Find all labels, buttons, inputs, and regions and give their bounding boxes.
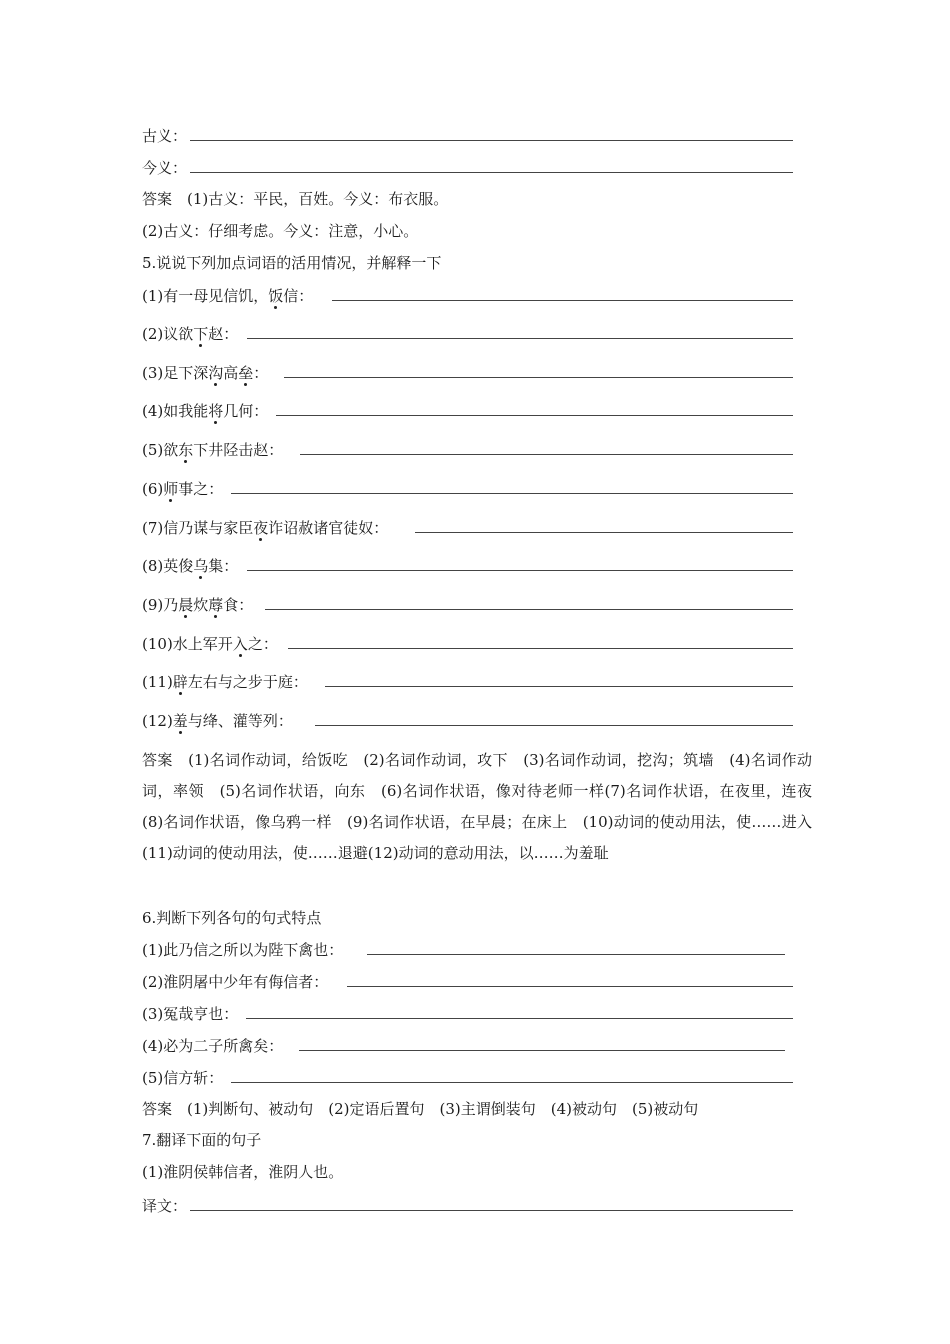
q6-item-2 [142, 971, 328, 993]
item-text: (3)冤哉亨也： [142, 1005, 239, 1023]
answer-blank[interactable] [288, 648, 793, 649]
answer-blank[interactable] [415, 532, 793, 533]
item-text-pre: (9)乃 [142, 596, 179, 614]
answer-blank[interactable] [231, 493, 793, 494]
item-text-post: 炊 [193, 596, 209, 614]
item-text-post: 几何： [223, 402, 269, 420]
item-text-pre: (6) [142, 480, 164, 498]
q5-item-5 [142, 439, 283, 461]
item-text-post: 左右与之步于庭： [187, 673, 308, 691]
q5-item-6 [142, 478, 223, 500]
item-text-post: 事之： [178, 480, 224, 498]
dotted-word: 东 [178, 441, 194, 459]
item-text-post: 与绛、灌等列： [187, 712, 293, 730]
q5-item-11 [142, 671, 308, 693]
answer-blank[interactable] [325, 686, 793, 687]
q5-item-7 [142, 517, 388, 539]
dotted-word: 下 [193, 325, 209, 343]
item-text-pre: (12) [142, 712, 173, 730]
item-text-post: 诈诏赦诸官徒奴： [268, 519, 389, 537]
answer-blank[interactable] [284, 377, 793, 378]
dotted-word: 晨 [178, 596, 194, 614]
answer-blank[interactable] [190, 140, 793, 141]
item-text-post: 之： [247, 635, 278, 653]
item-text-post: 赵： [208, 325, 239, 343]
item-text: (4)必为二子所禽矣： [142, 1037, 284, 1055]
dotted-word: 辟 [172, 673, 188, 691]
q5-title: 5.说说下列加点词语的活用情况，并解释一下 [142, 254, 442, 272]
q5-item-1 [142, 285, 313, 307]
dotted-word: 入 [232, 635, 248, 653]
q5-item-10 [142, 633, 278, 655]
q5-answer: 答案 (1)名词作动词，给饭吃 (2)名词作动词，攻下 (3)名词作动词，挖沟；筑墙 (4)名词作动词，率领 (5)名词作状语，向东 (6)名词作状语，像对待老师一样(7)名词作状语，在夜里，连夜 (8)名词作状语，像乌鸦一样 (9)名词作状语，在早晨；在床上 (10)动词的使动用法，使……进入 (11)动词的使动用法，使……退避(12)动词的意动用法，以……为羞耻 [142, 751, 828, 862]
q6-item-1 [142, 939, 343, 961]
gu-yi-line [142, 125, 187, 147]
q5-item-3 [142, 362, 268, 384]
jin-yi-line [142, 157, 187, 179]
answer-blank[interactable] [299, 1050, 785, 1051]
q6-item-3 [142, 1003, 238, 1025]
translation-label: 译文： [142, 1197, 188, 1215]
q7-sentence: (1)淮阴侯韩信者，淮阴人也。 [142, 1163, 344, 1181]
item-text-pre: (7)信乃谋与家臣 [142, 519, 254, 537]
q6-item-4 [142, 1035, 283, 1057]
item-text-post: 食： [223, 596, 254, 614]
answer-blank[interactable] [367, 954, 785, 955]
translation-line [142, 1195, 187, 1217]
dotted-word: 将 [208, 402, 224, 420]
item-text-post: 信： [283, 287, 314, 305]
answer-blank[interactable] [247, 570, 793, 571]
q5-item-9 [142, 594, 253, 616]
q5-item-2 [142, 323, 238, 345]
answer-blank[interactable] [265, 609, 793, 610]
q6-item-5 [142, 1067, 223, 1089]
q5-item-4 [142, 400, 268, 422]
q7-title: 7.翻译下面的句子 [142, 1131, 262, 1149]
answer-blank[interactable] [276, 415, 793, 416]
q6-title: 6.判断下列各句的句式特点 [142, 909, 322, 927]
q5-item-12 [142, 710, 293, 732]
dotted-word: 垒 [238, 364, 254, 382]
dotted-word: 羞 [172, 712, 188, 730]
q6-answer: 答案 (1)判断句、被动句 (2)定语后置句 (3)主谓倒装句 (4)被动句 (5)被动句 [142, 1100, 699, 1118]
item-text: (2)淮阴屠中少年有侮信者： [142, 973, 329, 991]
answer-blank[interactable] [190, 1210, 793, 1211]
item-text-post: 下井陉击赵： [193, 441, 284, 459]
answer-blank[interactable] [231, 1082, 793, 1083]
dotted-word: 夜 [253, 519, 269, 537]
q5-item-8 [142, 555, 238, 577]
item-text-pre: (1)有一母见信饥， [142, 287, 269, 305]
answer-blank[interactable] [332, 300, 793, 301]
answer-blank[interactable] [246, 1018, 793, 1019]
item-text-post: ： [253, 364, 269, 382]
item-text-post: 集： [208, 557, 239, 575]
answer-blank[interactable] [347, 986, 793, 987]
item-text-pre: (5)欲 [142, 441, 179, 459]
answer-blank[interactable] [315, 725, 793, 726]
dotted-word: 饭 [268, 287, 284, 305]
item-text-pre: (4)如我能 [142, 402, 209, 420]
q4-answer-1: 答案 (1)古义：平民，百姓。今义：布衣服。 [142, 190, 449, 208]
answer-blank[interactable] [190, 172, 793, 173]
item-text-pre: (2)议欲 [142, 325, 194, 343]
dotted-word: 乌 [193, 557, 209, 575]
item-text-pre: (3)足下深 [142, 364, 209, 382]
jin-yi-label: 今义： [142, 159, 188, 177]
dotted-word: 蓐 [208, 596, 224, 614]
q4-answer-2: (2)古义：仔细考虑。今义：注意，小心。 [142, 222, 419, 240]
item-text: (1)此乃信之所以为陛下禽也： [142, 941, 344, 959]
item-text-pre: (8)英俊 [142, 557, 194, 575]
answer-blank[interactable] [247, 338, 793, 339]
dotted-word: 沟 [208, 364, 224, 382]
item-text: (5)信方斩： [142, 1069, 224, 1087]
item-text-post: 高 [223, 364, 239, 382]
answer-blank[interactable] [300, 454, 793, 455]
item-text-pre: (11) [142, 673, 173, 691]
dotted-word: 师 [163, 480, 179, 498]
item-text-pre: (10)水上军开 [142, 635, 233, 653]
gu-yi-label: 古义： [142, 127, 188, 145]
